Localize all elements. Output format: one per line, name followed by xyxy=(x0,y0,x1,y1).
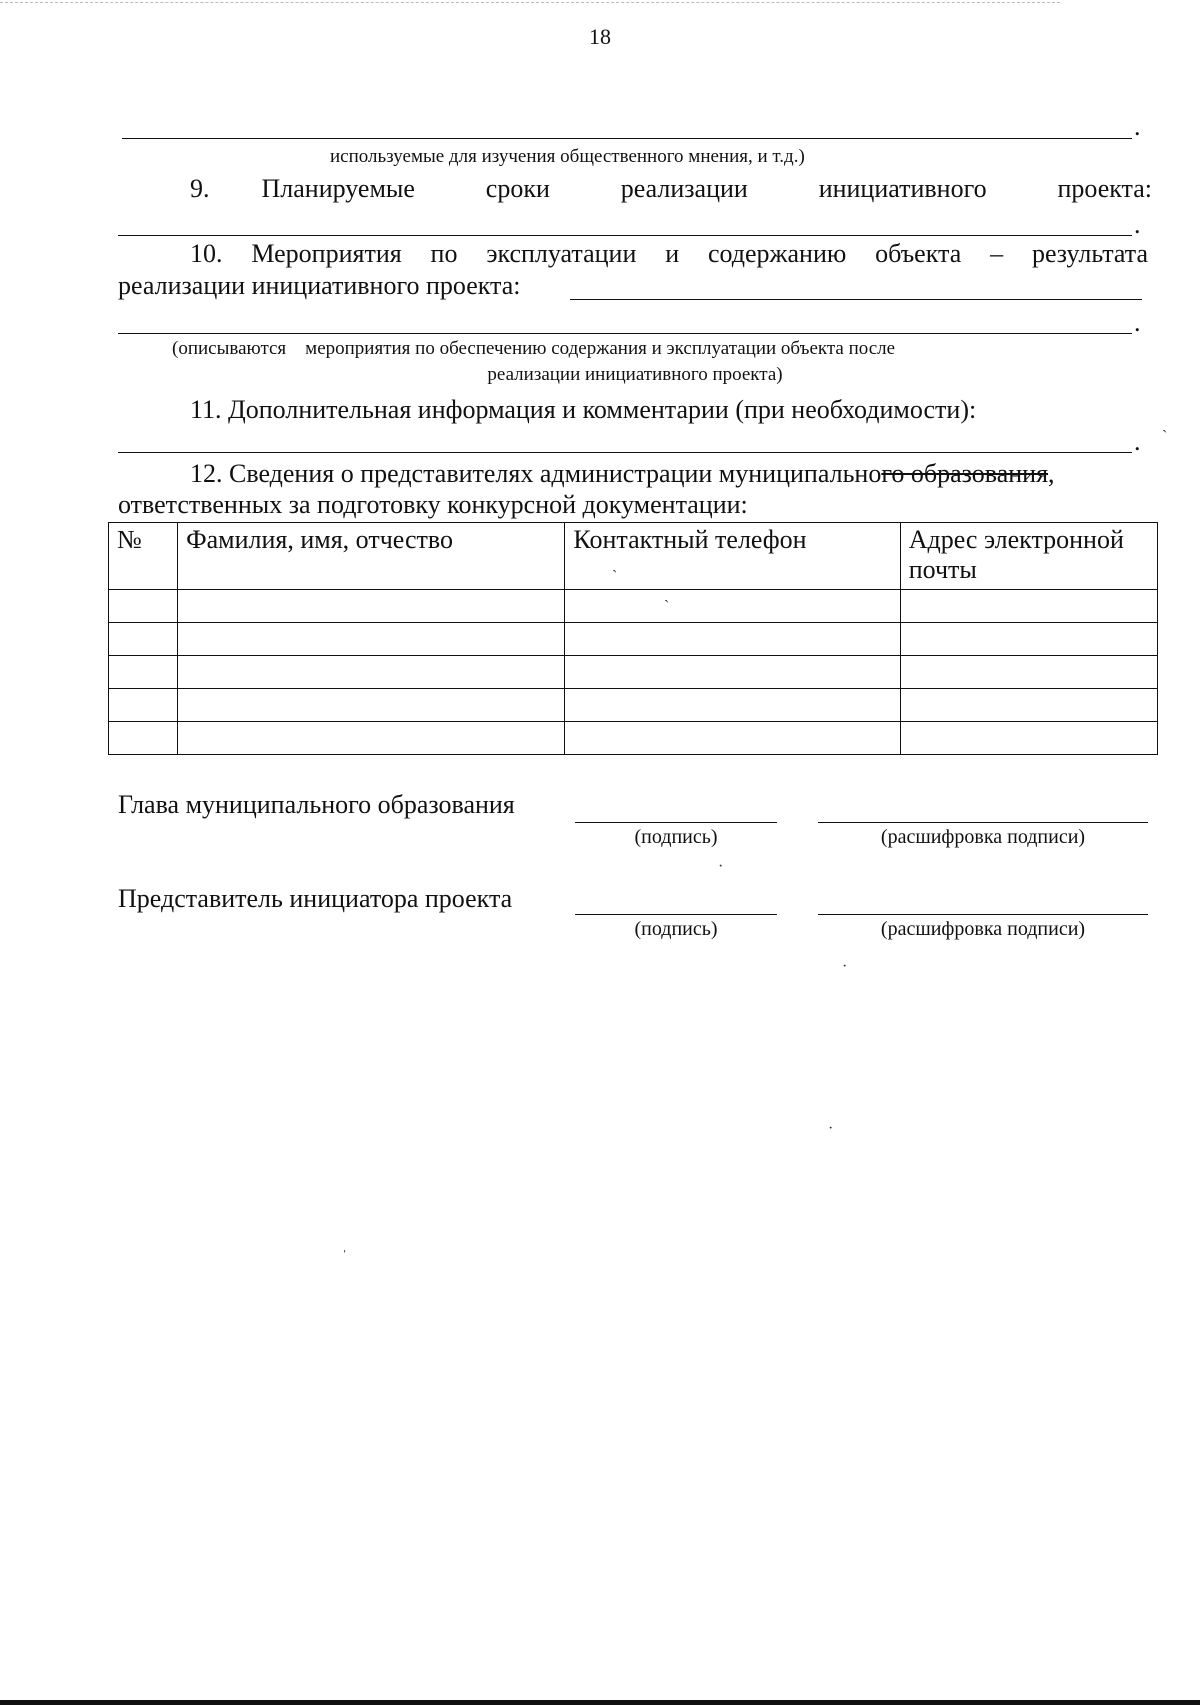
section12-comma: , xyxy=(1048,459,1055,488)
answer-line-section11 xyxy=(118,452,1132,453)
scan-speck: · xyxy=(718,858,724,875)
table-cell[interactable] xyxy=(565,722,900,755)
section10-caption-line2: реализации инициативного проекта) xyxy=(487,364,783,385)
scan-speck: ˎ xyxy=(664,586,670,603)
table-cell[interactable] xyxy=(109,722,178,755)
page-number: 18 xyxy=(589,24,611,49)
section10-line1: 10. Мероприятия по эксплуатации и содержанию объекта – результата xyxy=(190,239,1148,268)
section11-title: 11. Дополнительная информация и комментарии (при необходимости): xyxy=(190,395,977,424)
table-cell[interactable] xyxy=(109,590,178,623)
table-cell[interactable] xyxy=(900,722,1157,755)
line-end-period: . xyxy=(1134,210,1141,239)
header-email: Адрес электронной почты xyxy=(900,523,1157,590)
section12-line1-text: 12. Сведения о представителях администрации муниципально xyxy=(190,459,882,488)
table-cell[interactable] xyxy=(109,689,178,722)
head-signature-label: Глава муниципального образования xyxy=(118,790,515,819)
scan-speck: ˌ xyxy=(342,1236,348,1253)
section12-line2: ответственных за подготовку конкурсной документации: xyxy=(118,490,748,519)
table-cell[interactable] xyxy=(178,689,565,722)
table-cell[interactable] xyxy=(900,623,1157,656)
scan-speck: · xyxy=(842,958,848,975)
table-cell[interactable] xyxy=(900,656,1157,689)
head-decode-caption: (расшифровка подписи) xyxy=(880,826,1086,848)
section10-caption-line1: (описываются мероприятия по обеспечению содержания и эксплуатации объекта после xyxy=(172,338,896,359)
line-end-period: . xyxy=(1134,308,1141,337)
head-signature-line[interactable] xyxy=(575,822,777,823)
section9-title xyxy=(262,174,1153,204)
initiator-signature-label: Представитель инициатора проекта xyxy=(118,884,513,913)
answer-line-section9 xyxy=(118,235,1132,236)
header-number: № xyxy=(109,523,178,590)
table-header-row xyxy=(109,523,1158,590)
section9-word: инициативного xyxy=(818,174,987,203)
table-cell[interactable] xyxy=(565,623,900,656)
head-signature-caption: (подпись) xyxy=(634,826,718,848)
scan-speck: ˏ xyxy=(612,556,618,573)
initiator-decode-caption: (расшифровка подписи) xyxy=(880,918,1086,940)
scan-speck: · xyxy=(828,1120,834,1137)
section8-caption: используемые для изучения общественного мнения, и т.д.) xyxy=(330,146,805,167)
section12-line1 xyxy=(190,459,1055,489)
answer-line-section10b xyxy=(118,333,1132,334)
section12-struck-text: го образования xyxy=(881,459,1049,488)
section9-number: 9. xyxy=(190,174,210,203)
table-row xyxy=(109,590,1158,623)
scan-speck: ˏ xyxy=(1162,416,1168,433)
answer-line-section10a xyxy=(570,299,1142,300)
head-decode-line[interactable] xyxy=(818,822,1148,823)
section10-line2: реализации инициативного проекта: xyxy=(118,271,521,300)
table-cell[interactable] xyxy=(178,590,565,623)
table-cell[interactable] xyxy=(178,656,565,689)
section9-word: реализации xyxy=(620,174,748,203)
initiator-signature-caption: (подпись) xyxy=(634,918,718,940)
table-cell[interactable] xyxy=(565,590,900,623)
answer-line-section8 xyxy=(122,138,1132,139)
table-cell[interactable] xyxy=(109,623,178,656)
table-row xyxy=(109,689,1158,722)
table-cell[interactable] xyxy=(109,656,178,689)
table-row xyxy=(109,623,1158,656)
table-cell[interactable] xyxy=(900,590,1157,623)
table-cell[interactable] xyxy=(565,689,900,722)
representatives-table xyxy=(108,522,1158,755)
line-end-period: . xyxy=(1134,427,1141,456)
scan-artifact-bottom xyxy=(0,1700,1200,1705)
section9-heading xyxy=(190,174,1152,204)
section9-word: Планируемые xyxy=(261,174,415,203)
initiator-decode-line[interactable] xyxy=(818,914,1148,915)
line-end-period: . xyxy=(1134,112,1141,141)
table-cell[interactable] xyxy=(178,722,565,755)
table-row xyxy=(109,656,1158,689)
table-row xyxy=(109,722,1158,755)
section9-word: проекта: xyxy=(1057,174,1152,203)
table-cell[interactable] xyxy=(178,623,565,656)
header-contact-phone: Контактный телефон xyxy=(565,523,900,590)
section9-word: сроки xyxy=(485,174,550,203)
table-cell[interactable] xyxy=(900,689,1157,722)
header-full-name: Фамилия, имя, отчество xyxy=(178,523,565,590)
scan-artifact-top xyxy=(0,2,1060,3)
table-cell[interactable] xyxy=(565,656,900,689)
initiator-signature-line[interactable] xyxy=(575,914,777,915)
